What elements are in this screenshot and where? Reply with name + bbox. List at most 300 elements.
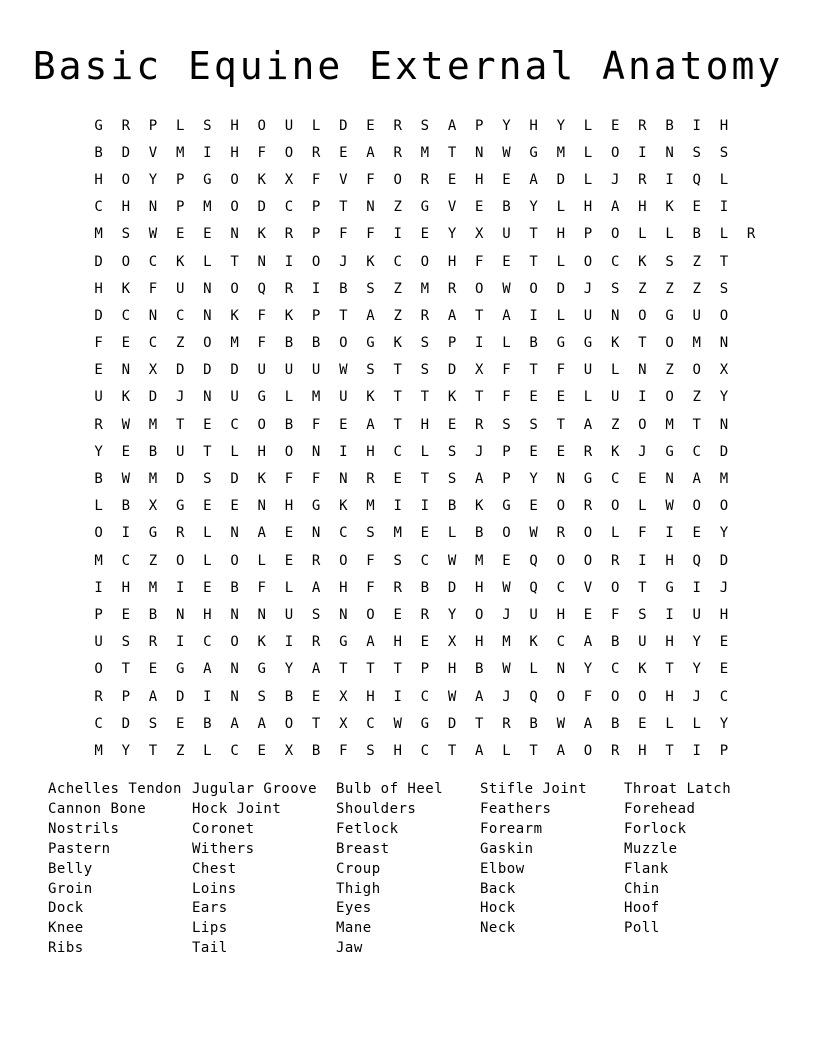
grid-letter: H	[257, 443, 266, 460]
grid-letter: R	[148, 634, 158, 651]
grid-letter: A	[502, 307, 511, 324]
grid-letter: T	[339, 307, 348, 324]
grid-letter: I	[393, 226, 402, 243]
grid-letter: E	[121, 606, 130, 623]
grid-letter: K	[393, 335, 402, 352]
grid-letter: G	[203, 171, 212, 188]
word-item: Hock Joint	[192, 800, 282, 817]
grid-letter: E	[203, 226, 212, 243]
grid-letter: W	[502, 280, 511, 297]
grid-letter: O	[311, 253, 321, 270]
grid-letter: D	[447, 362, 457, 379]
grid-letter: R	[746, 226, 756, 243]
grid-letter: E	[719, 634, 729, 651]
grid-letter: P	[121, 688, 130, 705]
grid-letter: L	[556, 307, 565, 324]
grid-letter: G	[420, 199, 430, 216]
grid-row	[85, 330, 765, 357]
grid-letter: C	[203, 634, 212, 651]
grid-letter: X	[719, 362, 729, 379]
grid-letter: Z	[610, 416, 620, 433]
grid-letter: N	[257, 606, 266, 623]
grid-letter: Y	[692, 634, 701, 651]
grid-letter: I	[529, 307, 538, 324]
grid-letter: H	[230, 144, 239, 161]
grid-letter: H	[393, 742, 402, 759]
grid-letter: E	[719, 661, 729, 678]
grid-letter: B	[284, 688, 294, 705]
grid-letter: O	[121, 253, 130, 270]
grid-letter: M	[94, 552, 103, 569]
grid-letter: O	[638, 688, 647, 705]
grid-letter: N	[230, 226, 239, 243]
grid-letter: I	[175, 634, 185, 651]
grid-letter: F	[610, 606, 620, 623]
word-item: Flank	[624, 860, 669, 877]
grid-letter: N	[230, 525, 239, 542]
grid-letter: O	[583, 253, 593, 270]
grid-letter: F	[94, 335, 103, 352]
grid-letter: S	[420, 362, 430, 379]
grid-letter: O	[230, 199, 239, 216]
grid-letter: A	[203, 661, 212, 678]
grid-letter: H	[475, 634, 484, 651]
grid-letter: P	[719, 742, 729, 759]
grid-letter: U	[502, 226, 511, 243]
grid-letter: E	[610, 117, 620, 134]
grid-letter: H	[121, 579, 130, 596]
grid-letter: Y	[121, 742, 130, 759]
grid-letter: D	[556, 280, 565, 297]
grid-letter: H	[719, 606, 729, 623]
grid-letter: Q	[257, 280, 266, 297]
grid-letter: S	[393, 552, 402, 569]
grid-letter: L	[230, 443, 239, 460]
grid-letter: N	[719, 416, 729, 433]
grid-letter: M	[420, 144, 430, 161]
grid-letter: R	[311, 552, 321, 569]
grid-letter: D	[175, 688, 185, 705]
grid-letter: B	[148, 443, 158, 460]
grid-letter: S	[311, 606, 321, 623]
grid-letter: H	[719, 117, 729, 134]
grid-letter: S	[719, 280, 729, 297]
grid-letter: J	[638, 443, 647, 460]
grid-letter: F	[502, 362, 511, 379]
grid-letter: L	[692, 715, 701, 732]
grid-letter: O	[284, 443, 294, 460]
grid-letter: L	[583, 389, 593, 406]
grid-letter: I	[393, 688, 402, 705]
grid-letter: R	[447, 280, 457, 297]
grid-letter: T	[475, 715, 484, 732]
grid-letter: S	[665, 253, 674, 270]
word-item: Belly	[48, 860, 93, 877]
grid-letter: E	[692, 525, 701, 542]
grid-letter: N	[638, 362, 647, 379]
grid-letter: H	[203, 606, 212, 623]
grid-letter: X	[475, 362, 484, 379]
word-item: Thigh	[336, 880, 381, 897]
grid-letter: H	[393, 634, 402, 651]
grid-letter: U	[583, 362, 593, 379]
grid-letter: B	[420, 579, 430, 596]
grid-letter: Z	[665, 362, 674, 379]
word-item: Tail	[192, 940, 228, 957]
grid-letter: O	[393, 171, 402, 188]
grid-letter: O	[230, 552, 239, 569]
grid-letter: X	[284, 171, 294, 188]
grid-letter: T	[420, 471, 430, 488]
word-item: Fetlock	[336, 820, 399, 837]
grid-row	[85, 384, 765, 411]
grid-letter: N	[366, 199, 375, 216]
grid-letter: N	[556, 471, 565, 488]
grid-letter: F	[366, 579, 375, 596]
grid-letter: L	[284, 579, 294, 596]
grid-letter: O	[420, 253, 430, 270]
grid-letter: T	[529, 226, 538, 243]
word-item: Ears	[192, 900, 228, 917]
grid-letter: H	[665, 688, 674, 705]
grid-letter: V	[583, 579, 593, 596]
grid-row	[85, 438, 765, 465]
grid-letter: A	[257, 525, 266, 542]
grid-letter: W	[665, 498, 674, 515]
grid-letter: S	[420, 335, 430, 352]
grid-letter: O	[692, 498, 701, 515]
grid-letter: A	[583, 634, 593, 651]
grid-letter: D	[556, 171, 565, 188]
grid-letter: E	[638, 715, 647, 732]
word-item: Lips	[192, 920, 228, 937]
word-item: Achelles Tendon	[48, 781, 182, 797]
grid-letter: Y	[556, 117, 565, 134]
grid-letter: E	[121, 335, 130, 352]
grid-letter: J	[475, 443, 484, 460]
grid-letter: R	[393, 144, 402, 161]
grid-letter: O	[284, 144, 294, 161]
grid-letter: V	[148, 144, 158, 161]
word-item: Groin	[48, 880, 93, 897]
grid-letter: C	[692, 443, 701, 460]
grid-letter: L	[284, 389, 294, 406]
grid-letter: W	[447, 688, 457, 705]
grid-letter: J	[502, 606, 511, 623]
grid-letter: M	[475, 552, 484, 569]
grid-letter: S	[203, 117, 212, 134]
grid-letter: S	[203, 471, 212, 488]
grid-letter: U	[529, 606, 538, 623]
grid-letter: D	[121, 144, 130, 161]
grid-letter: A	[148, 688, 158, 705]
grid-row	[85, 465, 765, 492]
grid-letter: O	[610, 688, 620, 705]
grid-letter: U	[692, 606, 701, 623]
grid-letter: U	[284, 117, 294, 134]
grid-letter: D	[148, 389, 158, 406]
grid-letter: A	[583, 416, 593, 433]
grid-letter: L	[638, 498, 647, 515]
grid-letter: L	[502, 335, 511, 352]
grid-row	[85, 248, 765, 275]
grid-letter: O	[230, 634, 239, 651]
word-item: Forehead	[624, 800, 696, 817]
grid-letter: E	[447, 171, 457, 188]
grid-letter: I	[94, 579, 103, 596]
grid-letter: T	[638, 335, 647, 352]
grid-letter: R	[94, 688, 103, 705]
grid-letter: O	[529, 280, 538, 297]
grid-letter: N	[311, 525, 321, 542]
grid-letter: N	[339, 471, 348, 488]
grid-letter: H	[447, 253, 457, 270]
grid-letter: Z	[692, 389, 701, 406]
grid-letter: M	[94, 226, 103, 243]
grid-letter: H	[230, 117, 239, 134]
grid-row	[85, 139, 765, 166]
grid-letter: O	[719, 307, 729, 324]
grid-row	[85, 302, 765, 329]
grid-letter: C	[148, 253, 158, 270]
grid-letter: I	[665, 525, 674, 542]
grid-letter: C	[556, 634, 565, 651]
grid-letter: T	[529, 742, 538, 759]
grid-letter: H	[447, 661, 457, 678]
grid-letter: C	[610, 471, 620, 488]
grid-letter: X	[339, 688, 348, 705]
grid-letter: D	[719, 552, 729, 569]
grid-letter: P	[311, 199, 321, 216]
grid-letter: F	[475, 253, 484, 270]
grid-letter: E	[203, 498, 212, 515]
grid-letter: M	[665, 416, 674, 433]
grid-letter: H	[583, 199, 593, 216]
grid-letter: E	[393, 606, 402, 623]
grid-letter: N	[121, 362, 130, 379]
grid-letter: B	[692, 226, 701, 243]
grid-letter: N	[230, 606, 239, 623]
grid-letter: G	[339, 634, 348, 651]
grid-letter: O	[610, 579, 620, 596]
grid-letter: F	[583, 688, 593, 705]
grid-letter: H	[94, 171, 103, 188]
grid-letter: M	[692, 335, 701, 352]
grid-letter: B	[284, 416, 294, 433]
grid-letter: H	[475, 171, 484, 188]
grid-letter: G	[175, 661, 185, 678]
grid-letter: F	[148, 280, 158, 297]
grid-letter: O	[610, 498, 620, 515]
grid-letter: H	[665, 552, 674, 569]
grid-letter: N	[475, 144, 484, 161]
grid-letter: N	[203, 389, 212, 406]
grid-letter: K	[175, 253, 185, 270]
grid-letter: O	[610, 226, 620, 243]
grid-letter: T	[339, 199, 348, 216]
grid-letter: N	[257, 253, 266, 270]
word-item: Feathers	[480, 800, 552, 817]
grid-letter: B	[475, 661, 484, 678]
grid-letter: Y	[502, 117, 511, 134]
grid-letter: E	[447, 416, 457, 433]
grid-letter: Y	[94, 443, 103, 460]
grid-letter: L	[420, 443, 430, 460]
grid-letter: L	[529, 661, 538, 678]
grid-row	[85, 411, 765, 438]
grid-letter: Z	[393, 280, 402, 297]
grid-letter: E	[203, 416, 212, 433]
grid-letter: W	[121, 416, 130, 433]
grid-letter: O	[556, 552, 565, 569]
grid-letter: T	[393, 362, 402, 379]
grid-letter: A	[556, 742, 565, 759]
grid-letter: A	[583, 715, 593, 732]
word-item: Cannon Bone	[48, 800, 147, 817]
grid-letter: H	[366, 443, 375, 460]
word-item: Knee	[48, 920, 84, 937]
grid-letter: S	[610, 280, 620, 297]
grid-letter: T	[665, 661, 674, 678]
grid-letter: Q	[529, 552, 538, 569]
grid-letter: F	[257, 335, 266, 352]
word-item: Jugular Groove	[192, 781, 318, 797]
grid-letter: M	[556, 144, 565, 161]
grid-letter: W	[502, 579, 511, 596]
grid-letter: P	[94, 606, 103, 623]
grid-letter: F	[638, 525, 647, 542]
grid-letter: M	[393, 525, 402, 542]
grid-letter: M	[203, 199, 212, 216]
grid-letter: Z	[393, 199, 402, 216]
grid-letter: H	[638, 199, 647, 216]
grid-letter: R	[610, 742, 620, 759]
grid-letter: J	[610, 171, 620, 188]
grid-letter: D	[257, 199, 266, 216]
word-item: Forlock	[624, 820, 687, 837]
grid-letter: F	[339, 226, 348, 243]
grid-letter: C	[393, 443, 402, 460]
word-item: Hock	[480, 900, 516, 917]
grid-letter: K	[475, 498, 484, 515]
word-item: Coronet	[192, 820, 255, 837]
grid-letter: K	[610, 443, 620, 460]
grid-letter: U	[339, 389, 348, 406]
grid-letter: O	[94, 525, 103, 542]
word-item: Breast	[336, 840, 390, 857]
grid-letter: R	[121, 117, 130, 134]
grid-letter: O	[203, 335, 212, 352]
grid-letter: G	[420, 715, 430, 732]
grid-letter: U	[583, 307, 593, 324]
grid-letter: G	[94, 117, 103, 134]
grid-letter: R	[311, 144, 321, 161]
grid-letter: D	[121, 715, 130, 732]
grid-letter: N	[665, 471, 674, 488]
grid-letter: U	[610, 389, 620, 406]
grid-letter: R	[94, 416, 103, 433]
grid-letter: D	[94, 253, 103, 270]
grid-letter: R	[393, 117, 402, 134]
grid-letter: S	[420, 117, 430, 134]
grid-letter: I	[175, 579, 185, 596]
grid-letter: R	[502, 715, 511, 732]
grid-letter: A	[447, 117, 457, 134]
grid-row	[85, 194, 765, 221]
grid-letter: S	[692, 144, 701, 161]
grid-row	[85, 493, 765, 520]
grid-letter: O	[230, 171, 239, 188]
grid-letter: J	[692, 688, 701, 705]
grid-letter: I	[203, 688, 212, 705]
grid-letter: E	[583, 606, 593, 623]
grid-letter: I	[692, 579, 701, 596]
page-title: Basic Equine External Anatomy	[32, 44, 784, 88]
grid-letter: T	[529, 362, 538, 379]
grid-letter: Q	[692, 171, 701, 188]
grid-letter: R	[284, 226, 294, 243]
grid-letter: Q	[529, 579, 538, 596]
grid-letter: E	[420, 226, 430, 243]
grid-letter: D	[175, 471, 185, 488]
grid-letter: B	[94, 144, 103, 161]
word-item: Elbow	[480, 860, 525, 877]
grid-letter: E	[502, 253, 511, 270]
grid-letter: R	[420, 307, 430, 324]
grid-letter: A	[475, 471, 484, 488]
grid-letter: X	[447, 634, 457, 651]
grid-letter: W	[339, 362, 348, 379]
grid-letter: A	[230, 715, 239, 732]
grid-letter: T	[121, 661, 130, 678]
grid-letter: F	[311, 471, 321, 488]
grid-letter: X	[339, 715, 348, 732]
grid-letter: Z	[175, 335, 185, 352]
grid-letter: T	[230, 253, 239, 270]
grid-letter: L	[556, 199, 565, 216]
grid-letter: U	[94, 389, 103, 406]
grid-letter: C	[610, 661, 620, 678]
grid-letter: L	[583, 144, 593, 161]
grid-letter: A	[366, 144, 375, 161]
grid-letter: Z	[148, 552, 158, 569]
grid-letter: R	[638, 117, 647, 134]
grid-letter: U	[257, 362, 266, 379]
grid-letter: P	[475, 117, 484, 134]
grid-letter: M	[148, 579, 158, 596]
grid-letter: E	[502, 552, 511, 569]
grid-letter: P	[502, 443, 511, 460]
grid-letter: R	[366, 471, 375, 488]
word-item: Nostrils	[48, 820, 120, 837]
grid-letter: I	[420, 498, 430, 515]
grid-letter: M	[230, 335, 239, 352]
grid-letter: O	[610, 144, 620, 161]
grid-letter: L	[502, 742, 511, 759]
grid-letter: S	[529, 416, 538, 433]
word-list	[48, 780, 768, 959]
grid-letter: F	[311, 416, 321, 433]
grid-letter: O	[339, 335, 348, 352]
grid-letter: N	[257, 498, 266, 515]
grid-letter: Z	[665, 280, 674, 297]
word-column	[336, 780, 480, 959]
grid-letter: L	[257, 552, 266, 569]
grid-letter: L	[203, 253, 212, 270]
grid-letter: W	[393, 715, 402, 732]
word-item: Stifle Joint	[480, 781, 588, 797]
grid-letter: N	[556, 661, 565, 678]
